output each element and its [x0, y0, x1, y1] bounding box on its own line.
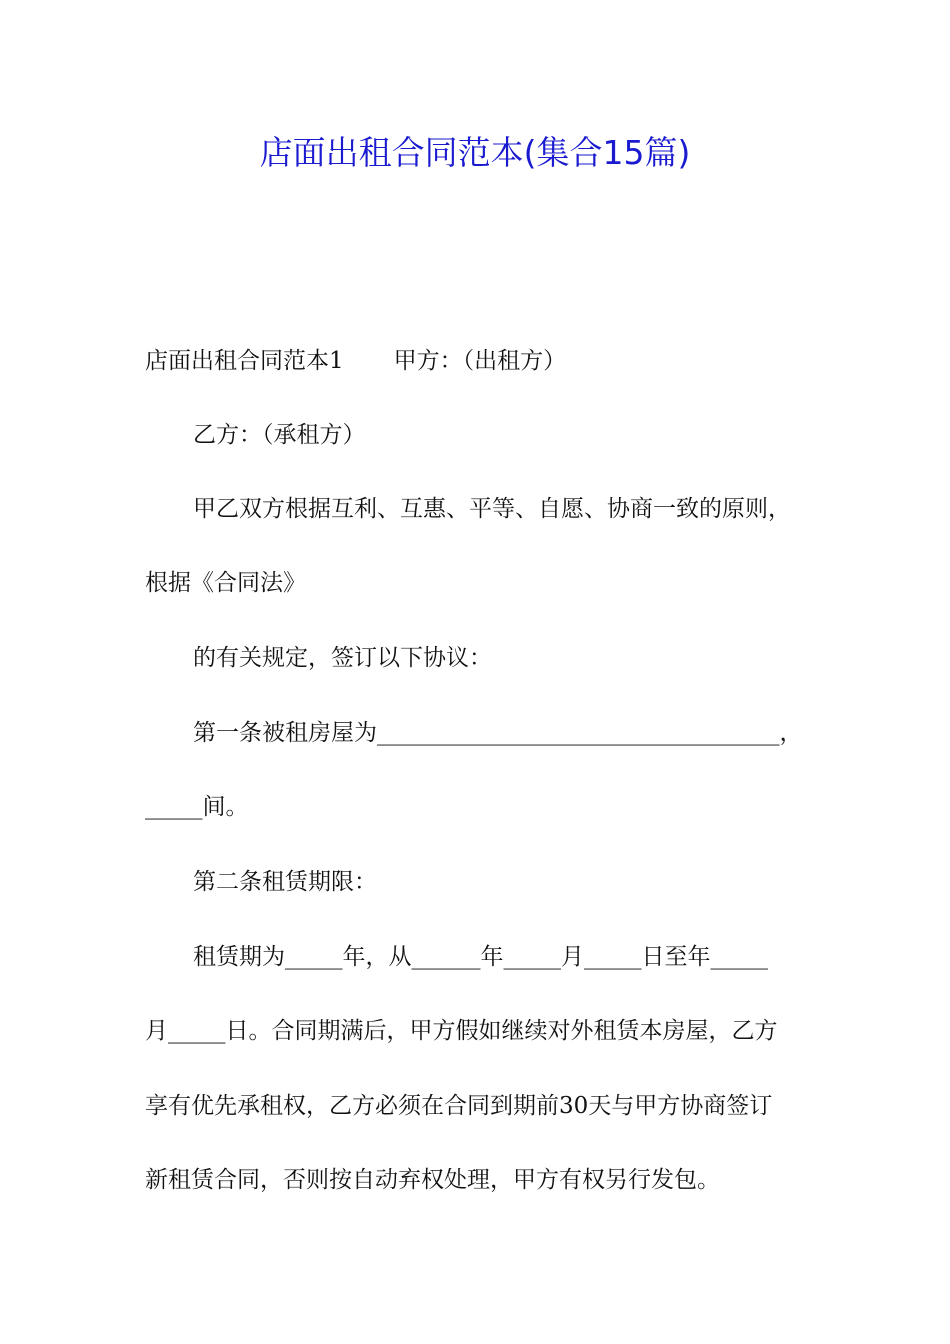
section-heading: 店面出租合同范本1	[145, 348, 344, 374]
paragraph-line: 的有关规定，签订以下协议：	[193, 645, 492, 671]
paragraph-line: _____间。	[145, 794, 249, 820]
paragraph-line: 享有优先承租权，乙方必须在合同到期前30天与甲方协商签订	[145, 1093, 773, 1119]
paragraph-line: 新租赁合同，否则按自动弃权处理，甲方有权另行发包。	[145, 1167, 720, 1193]
paragraph-line: 租赁期为_____年，从______年_____月_____日至年_____	[193, 944, 768, 970]
document-title: 店面出租合同范本(集合15篇)	[259, 133, 691, 172]
paragraph-line: 根据《合同法》	[145, 570, 306, 596]
paragraph-line: 月_____日。合同期满后，甲方假如继续对外租赁本房屋，乙方	[145, 1018, 778, 1044]
party-a-label: 甲方：（出租方）	[393, 348, 567, 374]
article-1-line: 第一条被租房屋为___________________________________，	[193, 720, 803, 746]
party-b-line: 乙方：（承租方）	[193, 422, 366, 448]
paragraph-line: 甲乙双方根据互利、互惠、平等、自愿、协商一致的原则，	[193, 496, 791, 522]
paragraph-heading-line	[145, 341, 566, 381]
article-2-line: 第二条租赁期限：	[193, 869, 377, 895]
